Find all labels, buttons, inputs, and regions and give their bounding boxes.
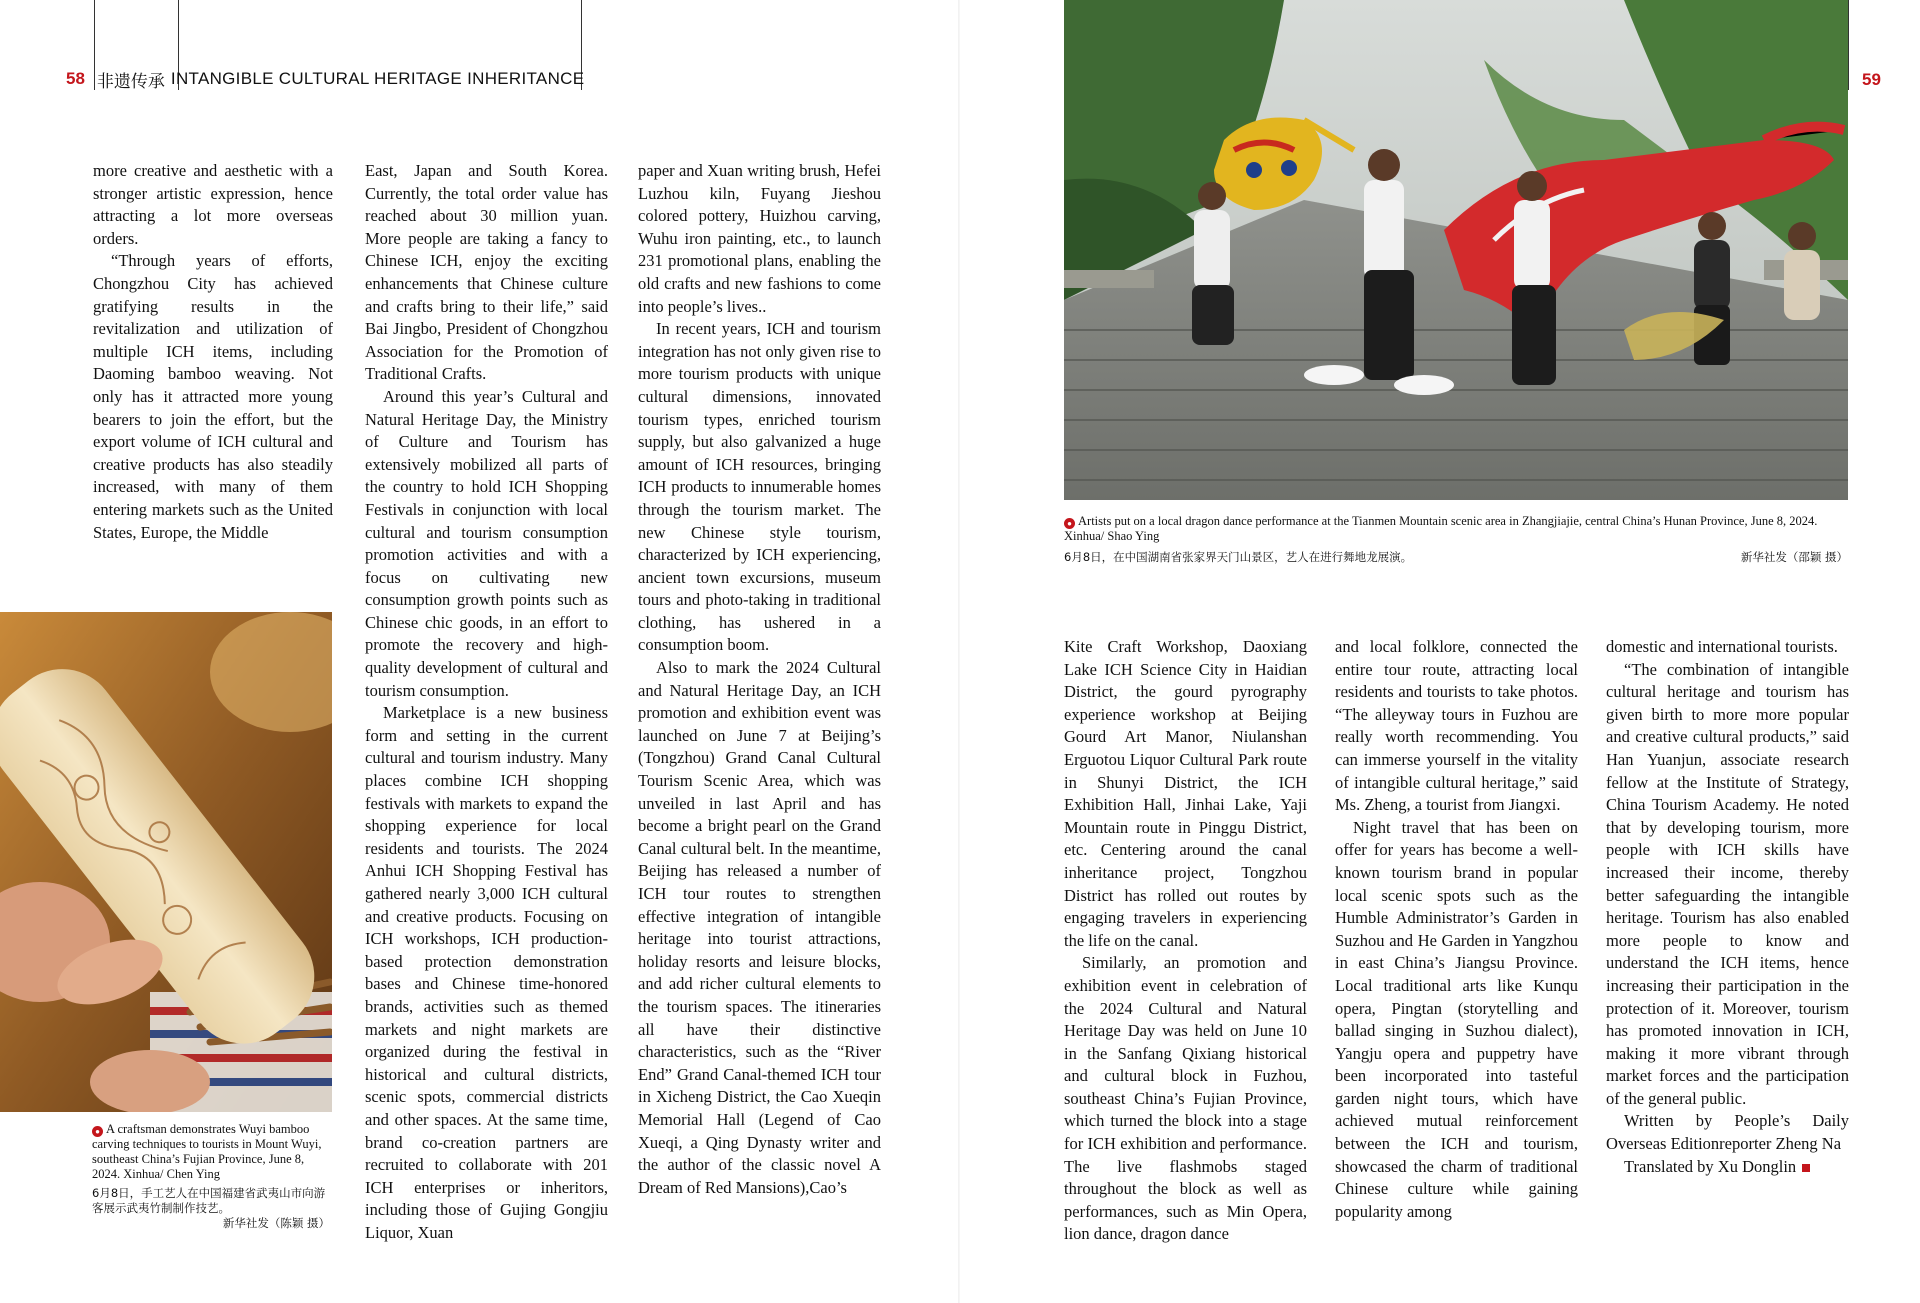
- bamboo-carving-photo: [0, 612, 332, 1112]
- translator-name: Translated by Xu Donglin: [1624, 1156, 1797, 1176]
- text-column-2: [365, 160, 608, 1245]
- paragraph: Similarly, an promotion and exhibition event in celebration of the 2024 Cultural and Natural Heritage Day was held on June 10 in the Sanfang Qixiang historical and cultural block in Fuzhou, southeast China’s Fujian Province, which turned the block into a stage for ICH exhibition and performance. The live flashmobs staged throughout the block as well as performances, such as Min Opera, lion dance, dragon dance: [1064, 953, 1307, 1244]
- bamboo-carving-image: [0, 612, 332, 1112]
- text-column-1: [93, 160, 333, 544]
- paragraph: “The combination of intangible cultural heritage and tourism has given birth to more more popular and creative cultural products,” said Han Yuanjun, associate research fellow at the Institute of Strategy, China Tourism Academy. He noted that by developing tourism, more people with ICH skills have increased their income, thereby better safeguarding the intangible heritage. Tourism has also enabled more people to know and understand the ICH items, hence increasing their participation in the protection of it. Moreover, tourism has promoted innovation in ICH, making it more vibrant through market forces and the participation of the general public.: [1606, 659, 1849, 1108]
- paragraph: Kite Craft Workshop, Daoxiang Lake ICH Science City in Haidian District, the gourd pyrography experience workshop at Beijing Gourd Art Manor, Niulanshan Erguotou Liquor Cultural Park route in Shunyi District, the ICH Exhibition Hall, Jinhai Lake, Yaji Mountain route in Pinggu District, etc. Centering around the canal inheritance project, Tongzhou District has rolled out routes by engaging travelers in experiencing the life on the canal.: [1064, 637, 1307, 950]
- camera-icon: ●: [1064, 518, 1075, 529]
- paragraph: paper and Xuan writing brush, Hefei Luzhou kiln, Fuyang Jieshou colored pottery, Huizhou carving, Wuhu iron painting, etc., to launch 231 promotional plans, enabling the old crafts and new fashions to come into people’s lives..: [638, 161, 881, 316]
- paragraph: Also to mark the 2024 Cultural and Natural Heritage Day, an ICH promotion and exhibition event was launched on June 7 at Beijing’s (Tongzhou) Grand Canal Cultural Tourism Scenic Area, which was unveiled in last April and has become a bright pearl on the Grand Canal cultural belt. In the meantime, Beijing has released a number of ICH tour routes to strengthen effective integration of intangible heritage into tourist attractions, holiday resorts and leisure blocks, and add richer cultural elements to the tourism spaces. The itineraries all have their distinctive characteristics, such as the “River End” Grand Canal-themed ICH tour in Xicheng District, the Cao Xueqin Memorial Hall (Legend of Cao Xueqi, a Qing Dynasty writer and the author of the classic novel A Dream of Red Mansions),Cao’s: [638, 658, 881, 1197]
- paragraph: Night travel that has been on offer for years has become a well-known tourism brand in popular local scenic spots such as the Humble Administrator’s Garden in Suzhou and He Garden in Yangzhou in east China’s Jiangsu Province. Local traditional arts like Kunqu opera, Pingtan (storytelling and ballad singing in Suzhou dialect), Yangju opera and puppetry have been incorporated into tasteful garden night tours, which have achieved mutual reinforcement between the ICH and tourism, showcased the charm of traditional Chinese culture while gaining popularity among: [1335, 817, 1578, 1221]
- photo-credit: 新华社发（邵颖 摄）: [1740, 550, 1848, 564]
- dragon-photo-caption: [1064, 514, 1848, 565]
- text-column-5: [1335, 636, 1578, 1223]
- photo-credit: 新华社发（陈颖 摄）: [222, 1216, 330, 1230]
- author-credit: Written by People’s Daily Overseas Editionreporter Zheng Na: [1606, 1111, 1849, 1154]
- text-column-4: [1064, 636, 1307, 1246]
- text-column-3: [638, 160, 881, 1199]
- dragon-dance-photo: [1064, 0, 1848, 500]
- caption-cn: 6月8日，手工艺人在中国福建省武夷山市向游客展示武夷竹制制作技艺。: [92, 1186, 326, 1215]
- end-mark-icon: [1802, 1164, 1810, 1172]
- section-title-en: INTANGIBLE CULTURAL HERITAGE INHERITANCE: [170, 69, 585, 88]
- paragraph: In recent years, ICH and tourism integration has not only given rise to more tourism products with unique cultural dimensions, innovated tourism types, enriched tourism supply, but also galvanized a huge amount of ICH resources, bringing ICH products to innumerable homes through the tourism market. The new Chinese style tourism, characterized by ICH experiencing, ancient town excursions, museum tours and photo-taking in traditional clothing, has ushered in a consumption boom.: [638, 319, 881, 655]
- translator-credit: [1606, 1156, 1849, 1179]
- paragraph: more creative and aesthetic with a stronger artistic expression, hence attracting a lot more overseas orders.: [93, 161, 333, 248]
- running-header: [66, 66, 584, 92]
- paragraph: “Through years of efforts, Chongzhou City has achieved gratifying results in the revitalization and utilization of multiple ICH items, including Daoming bamboo weaving. Not only has it attracted more young bearers to join the effort, but the export volume of ICH cultural and creative products has also steadily increased, with many of them entering markets such as the United States, Europe, the Middle: [93, 251, 333, 542]
- text-column-6: [1606, 636, 1849, 1178]
- caption-en: Artists put on a local dragon dance performance at the Tianmen Mountain scenic area in Zhangjiajie, central China’s Hunan Province, June 8, 2024. Xinhua/ Shao Ying: [1064, 514, 1818, 543]
- section-title-cn: 非遗传承: [96, 71, 165, 92]
- caption-cn: 6月8日，在中国湖南省张家界天门山景区，艺人在进行舞地龙展演。: [1064, 550, 1413, 564]
- paragraph: East, Japan and South Korea. Currently, the total order value has reached about 30 million yuan. More people are taking a fancy to Chinese ICH, enjoy the exciting enhancements that Chinese culture and crafts bring to their life,” said Bai Jingbo, President of Chongzhou Association for the Promotion of Traditional Crafts.: [365, 161, 608, 384]
- dragon-dance-image: [1064, 0, 1848, 500]
- right-page: [960, 0, 1920, 1303]
- paragraph: and local folklore, connected the entire tour route, attracting local residents and tourists to take photos. “The alleyway tours in Fuzhou are really worth recommending. You can immerse yourself in the vitality of intangible cultural heritage,” said Ms. Zheng, a tourist from Jiangxi.: [1335, 637, 1578, 815]
- paragraph: domestic and international tourists.: [1606, 637, 1838, 656]
- bamboo-photo-caption: [92, 1122, 330, 1231]
- paragraph: Around this year’s Cultural and Natural Heritage Day, the Ministry of Culture and Tourism has extensively mobilized all parts of the country to hold ICH Shopping Festivals in conjunction with local cultural and tourism consumption promotion activities and with a focus on cultivating new consumption growth points such as Chinese chic goods, in an effort to promote the recovery and high-quality development of cultural and tourism consumption.: [365, 386, 608, 700]
- paragraph: Marketplace is a new business form and setting in the current cultural and tourism industry. Many places combine ICH shopping festivals with markets to expand the shopping experience for local residents and tourists. The 2024 Anhui ICH Shopping Festival has gathered nearly 3,000 ICH cultural and creative products. Focusing on ICH workshops, ICH production-based protection demonstration bases and Chinese time-honored brands, activities such as themed markets and night markets are organized during the festival in historical and cultural districts, scenic spots, commercial districts and other spaces. At the same time, brand co-creation partners are recruited to collaborate with 201 ICH enterprises or inheritors, including those of Gujing Gongjiu Liquor, Xuan: [365, 703, 608, 1242]
- caption-en: A craftsman demonstrates Wuyi bamboo carving techniques to tourists in Mount Wuyi, southeast China’s Fujian Province, June 8, 2024. Xinhua/ Chen Ying: [92, 1122, 322, 1181]
- page-number-right: 59: [1862, 70, 1881, 89]
- camera-icon: ●: [92, 1126, 103, 1137]
- page-number-left: 58: [66, 69, 85, 88]
- header-rule: [1848, 0, 1849, 90]
